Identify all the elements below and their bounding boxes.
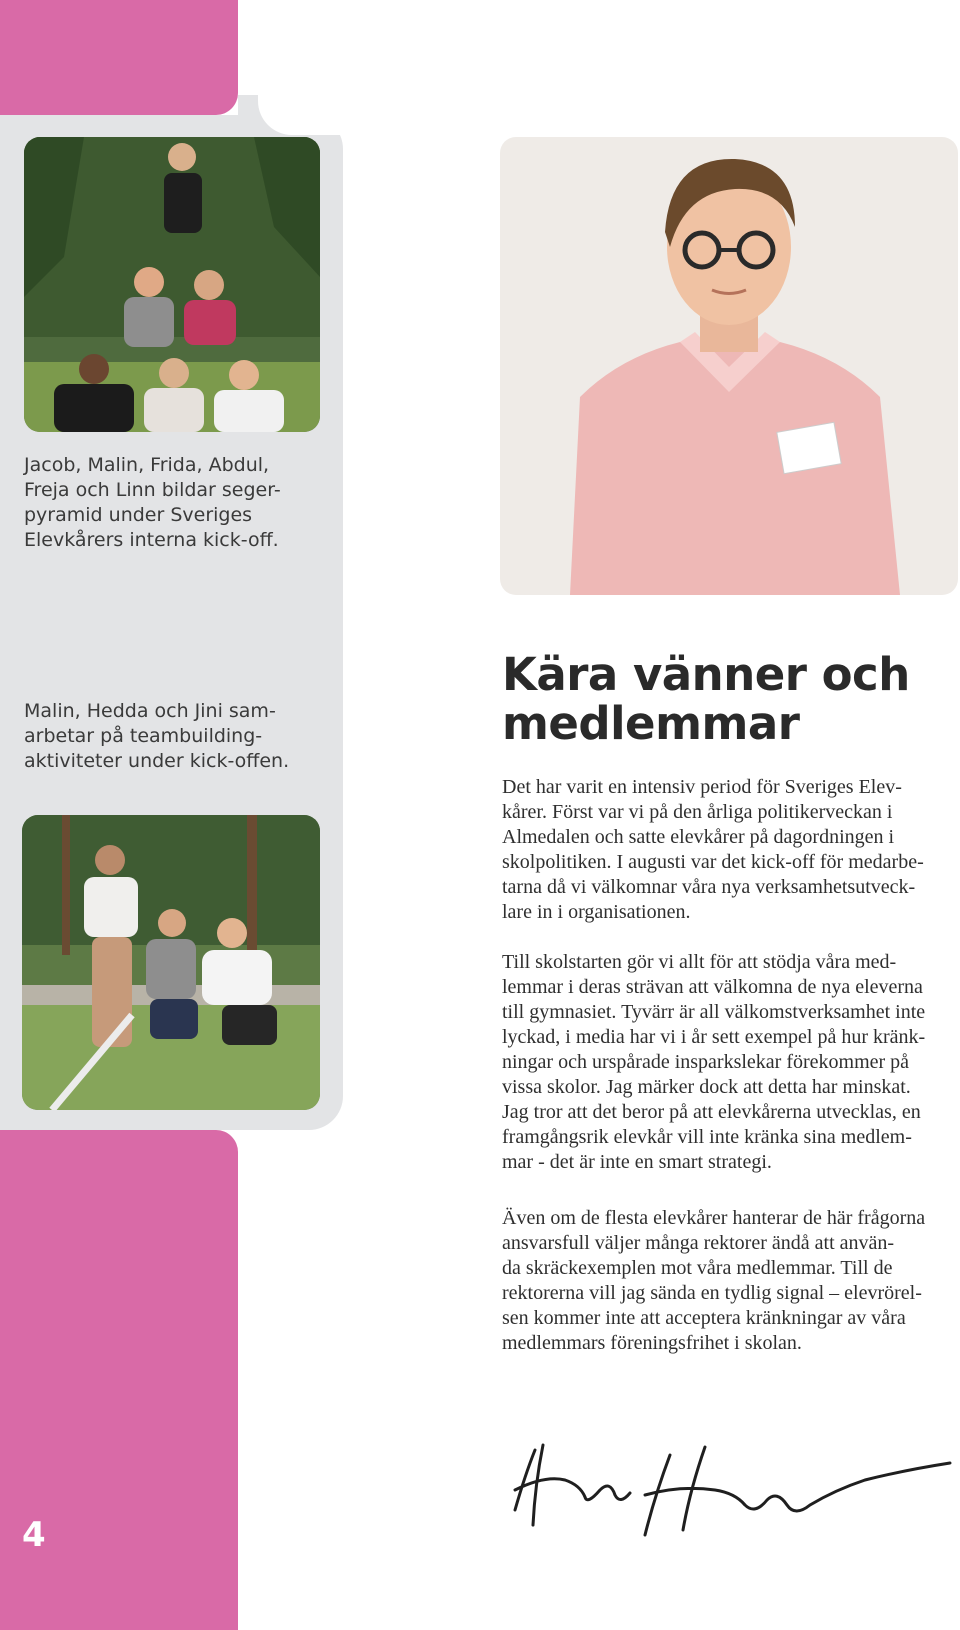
accent-bar-bottom [0, 1130, 238, 1630]
sidebar-curve-cut [258, 75, 343, 135]
group-pyramid-photo [24, 137, 320, 432]
page-number: 4 [22, 1515, 46, 1555]
body-paragraph-2: Till skolstarten gör vi allt för att stödja våra med- lemmar i deras strävan att välkomna de nya eleverna till gymnasiet. Tyvärr är all välkomstverksamhet inte lyckad, i media har vi i år sett exempel på hur kränk- ningar och urspårade insparkslekar förekommer på vissa skolor. Jag märker dock att detta har minskat. Jag tror att det beror på att elevkårerna utvecklas, en framgångsrik elevkår vill inte kränka sina medlem- mar - det är inte en smart strategi. [502, 951, 926, 1173]
portrait-photo [500, 137, 958, 595]
page-title: Kära vänner och medlemmar [502, 648, 910, 750]
body-paragraph-3: Även om de flesta elevkårer hanterar de här frågorna ansvarsfull väljer många rektorer ändå att använ- da skräckexemplen mot våra medlemmar. Till de rektorerna vill jag sända en tydlig signal – elevrörel- sen kommer inte att acceptera kränkningar av våra medlemmars föreningsfrihet i skolan. [502, 1207, 926, 1354]
teambuilding-photo [22, 815, 320, 1110]
accent-bar-top [0, 0, 238, 115]
body-paragraph-1: Det har varit en intensiv period för Sveriges Elev- kårer. Först var vi på den årliga politikerveckan i Almedalen och satte elevkårer på dagordningen i skolpolitiken. I augusti var det kick-off för medarbe- tarna då vi välkomnar våra nya verksamhetsutveck- lare in i organisationen. [502, 776, 924, 923]
photo-caption-teambuilding: Malin, Hedda och Jini sam- arbetar på teambuilding- aktiviteter under kick-offen. [24, 700, 290, 772]
photo-caption-pyramid: Jacob, Malin, Frida, Abdul, Freja och Linn bildar seger- pyramid under Sveriges Elevkårers interna kick-off. [24, 454, 281, 551]
handwritten-signature [505, 1435, 955, 1545]
